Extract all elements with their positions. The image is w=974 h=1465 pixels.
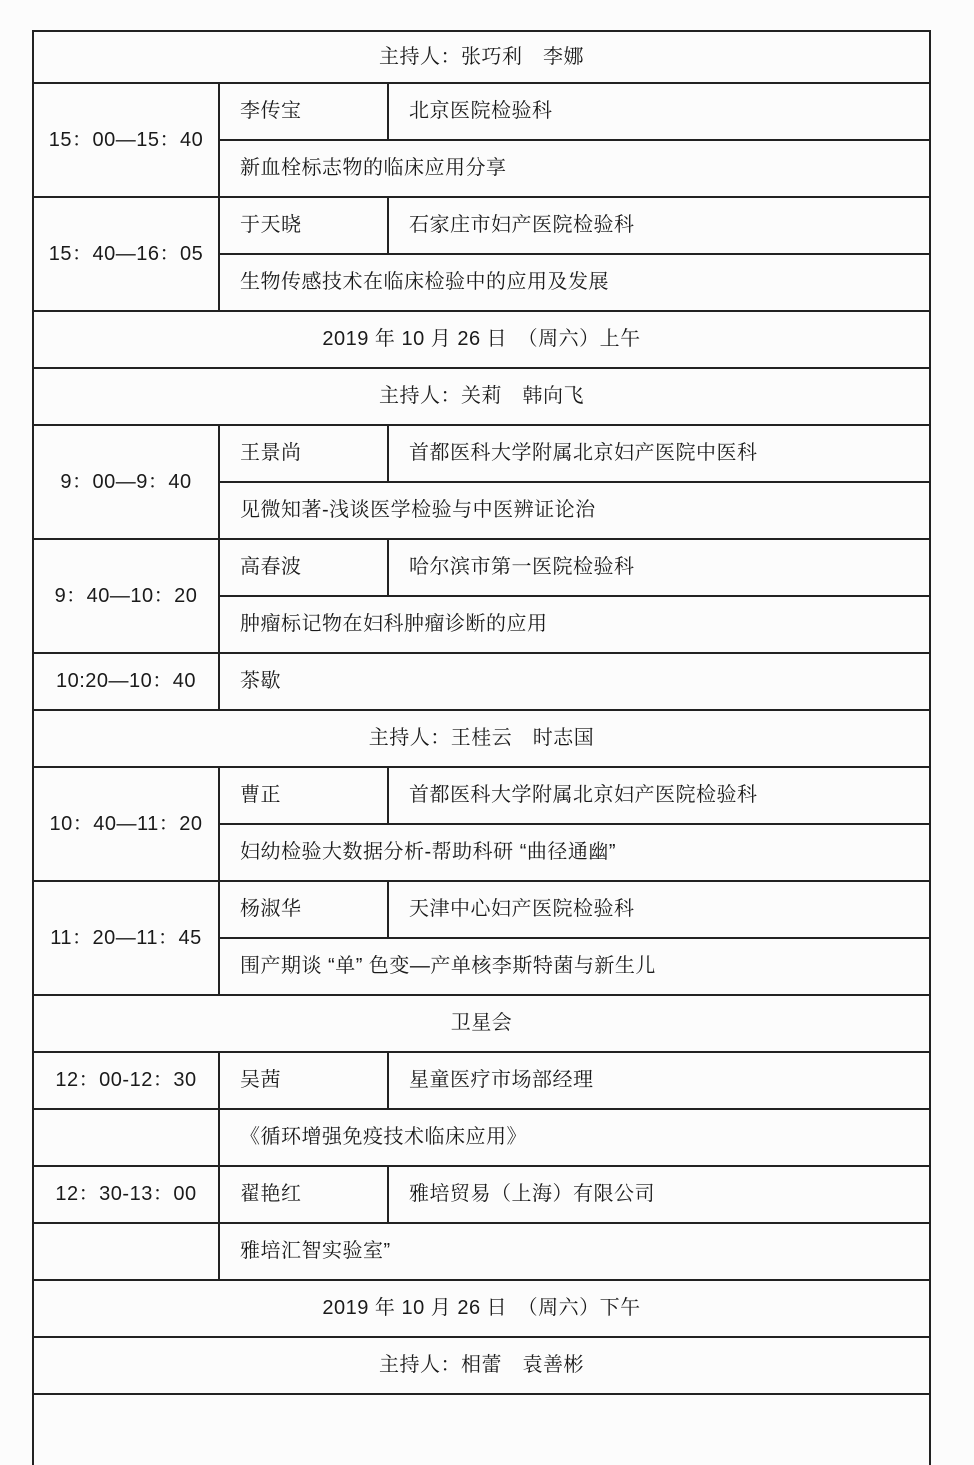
session-row <box>33 539 930 596</box>
tea-break-cell: 茶歇 <box>219 653 930 710</box>
talk-title-cell: 生物传感技术在临床检验中的应用及发展 <box>219 254 930 311</box>
moderator-row <box>33 710 930 767</box>
date-header-cell: 2019 年 10 月 26 日 （周六）下午 <box>33 1280 930 1337</box>
date-header-row <box>33 311 930 368</box>
affiliation-cell: 天津中心妇产医院检验科 <box>388 881 930 938</box>
moderator-row <box>33 1337 930 1394</box>
affiliation-cell: 石家庄市妇产医院检验科 <box>388 197 930 254</box>
session-row <box>33 767 930 824</box>
time-cell: 12：00-12：30 <box>33 1052 219 1109</box>
affiliation-cell: 首都医科大学附属北京妇产医院检验科 <box>388 767 930 824</box>
tea-break-row <box>33 653 930 710</box>
affiliation-cell: 雅培贸易（上海）有限公司 <box>388 1166 930 1223</box>
session-row <box>33 83 930 140</box>
session-row <box>33 881 930 938</box>
empty-time-cell <box>33 1109 219 1166</box>
session-row <box>33 197 930 254</box>
date-header-cell: 2019 年 10 月 26 日 （周六）上午 <box>33 311 930 368</box>
speaker-cell: 王景尚 <box>219 425 388 482</box>
time-cell: 10:20—10：40 <box>33 653 219 710</box>
speaker-cell: 吴茜 <box>219 1052 388 1109</box>
time-cell: 9：40—10：20 <box>33 539 219 653</box>
moderator-row <box>33 31 930 83</box>
talk-title-cell: 见微知著-浅谈医学检验与中医辨证论治 <box>219 482 930 539</box>
session-row <box>33 1166 930 1223</box>
talk-title-cell: 肿瘤标记物在妇科肿瘤诊断的应用 <box>219 596 930 653</box>
speaker-cell: 翟艳红 <box>219 1166 388 1223</box>
talk-title-cell: 新血栓标志物的临床应用分享 <box>219 140 930 197</box>
speaker-cell: 于天晓 <box>219 197 388 254</box>
section-header-row <box>33 995 930 1052</box>
talk-title-cell: 围产期谈 “单” 色变—产单核李斯特菌与新生儿 <box>219 938 930 995</box>
moderator-cell: 主持人：关莉 韩向飞 <box>33 368 930 425</box>
time-cell: 11：20—11：45 <box>33 881 219 995</box>
session-title-row <box>33 1109 930 1166</box>
conference-schedule-table <box>32 30 931 1465</box>
moderator-row <box>33 368 930 425</box>
empty-cell <box>33 1394 930 1465</box>
moderator-cell: 主持人：张巧利 李娜 <box>33 31 930 83</box>
affiliation-cell: 星童医疗市场部经理 <box>388 1052 930 1109</box>
affiliation-cell: 哈尔滨市第一医院检验科 <box>388 539 930 596</box>
session-row <box>33 425 930 482</box>
talk-title-cell: 《循环增强免疫技术临床应用》 <box>219 1109 930 1166</box>
moderator-cell: 主持人：王桂云 时志国 <box>33 710 930 767</box>
moderator-cell: 主持人：相蕾 袁善彬 <box>33 1337 930 1394</box>
time-cell: 12：30-13：00 <box>33 1166 219 1223</box>
speaker-cell: 曹正 <box>219 767 388 824</box>
talk-title-cell: 妇幼检验大数据分析-帮助科研 “曲径通幽” <box>219 824 930 881</box>
empty-time-cell <box>33 1223 219 1280</box>
time-cell: 15：00—15：40 <box>33 83 219 197</box>
affiliation-cell: 北京医院检验科 <box>388 83 930 140</box>
partial-empty-row <box>33 1394 930 1465</box>
talk-title-cell: 雅培汇智实验室” <box>219 1223 930 1280</box>
date-header-row <box>33 1280 930 1337</box>
speaker-cell: 高春波 <box>219 539 388 596</box>
affiliation-cell: 首都医科大学附属北京妇产医院中医科 <box>388 425 930 482</box>
time-cell: 9：00—9：40 <box>33 425 219 539</box>
satellite-session-header-cell: 卫星会 <box>33 995 930 1052</box>
time-cell: 10：40—11：20 <box>33 767 219 881</box>
speaker-cell: 杨淑华 <box>219 881 388 938</box>
session-title-row <box>33 1223 930 1280</box>
speaker-cell: 李传宝 <box>219 83 388 140</box>
time-cell: 15：40—16：05 <box>33 197 219 311</box>
session-row <box>33 1052 930 1109</box>
